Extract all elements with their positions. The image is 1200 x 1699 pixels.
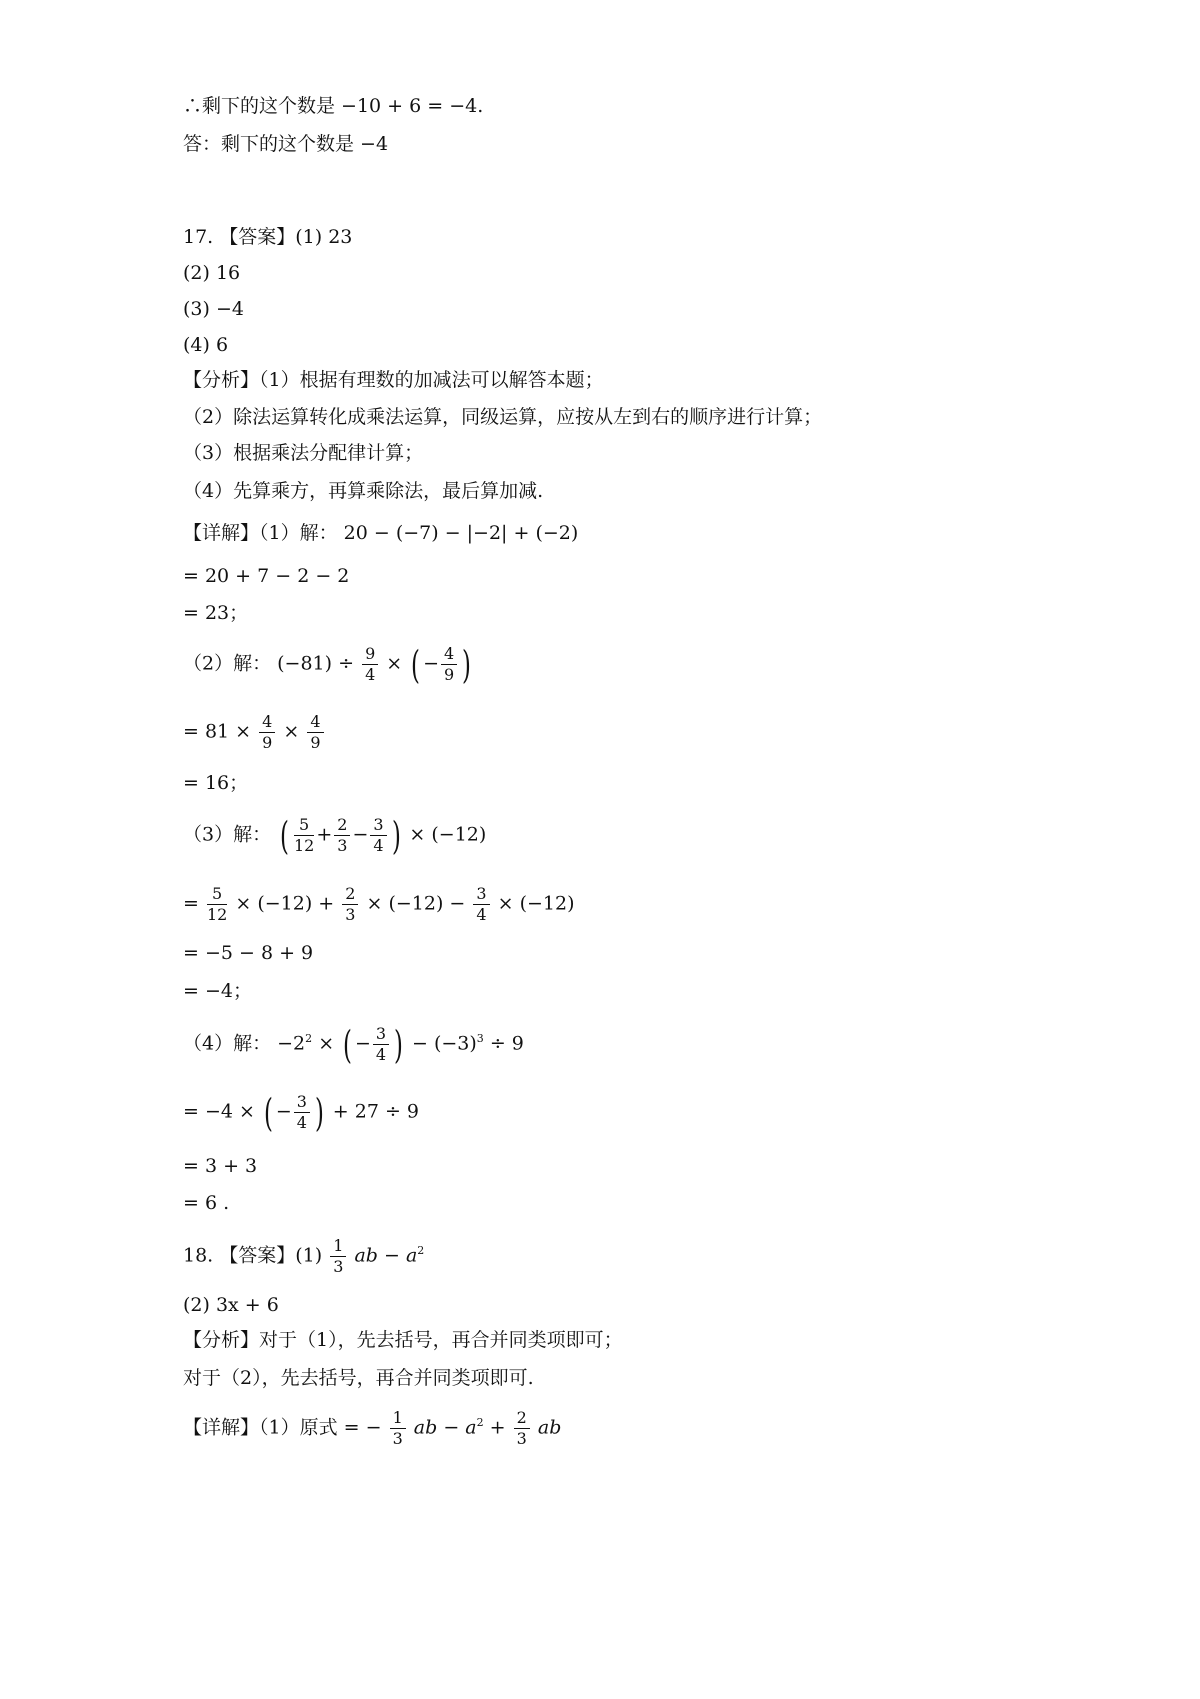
math-expression: 20 − (−7) − |−2| + (−2)	[343, 522, 579, 544]
math-text: − (−3)	[411, 1032, 477, 1055]
math-text: +	[489, 1416, 506, 1439]
fraction: $\frac{2}{3}$	[342, 884, 358, 925]
q18-answer-2: (2) 3x + 6	[183, 1294, 279, 1316]
fraction: $\frac{4}{9}$	[259, 712, 275, 753]
detail-label: （2）解：	[183, 652, 272, 675]
q17-step: = −5 − 8 + 9	[183, 942, 314, 964]
paren: )	[314, 1090, 324, 1135]
paren: )	[394, 1022, 403, 1067]
math-text: × (−12) +	[235, 892, 335, 915]
q17-detail-3: （3）解： ( $\frac{5}{12}$ + $\frac{2}{3}$ − $\frac{3}{4}$ ) × (−12)	[183, 813, 487, 858]
q17-step: = 20 + 7 − 2 − 2	[183, 565, 350, 587]
fraction: $\frac{5}{12}$	[206, 884, 228, 924]
q17-detail-2: （2）解： (−81) ÷ $\frac{9}{4}$ × ( − $\frac{4}{9}$ )	[183, 642, 472, 687]
q17-answer-2: (2) 16	[183, 262, 241, 284]
q17-detail-1	[183, 520, 578, 546]
fraction: $\frac{3}{4}$	[294, 1092, 310, 1133]
conclusion-line: ∴剩下的这个数是 −10 + 6 = −4.	[183, 95, 484, 117]
q17-step: = $\frac{5}{12}$ × (−12) + $\frac{2}{3}$ × (−12) − $\frac{3}{4}$ × (−12)	[183, 884, 575, 924]
math-text: ab	[537, 1416, 562, 1439]
answer-label: 18. 【答案】(1)	[183, 1244, 323, 1267]
detail-label: （3）解：	[183, 823, 272, 846]
math-text: = 81 ×	[183, 720, 252, 743]
q18-detail-1	[183, 1408, 561, 1449]
fraction: $\frac{1}{3}$	[330, 1236, 346, 1277]
math-text: + 27 ÷ 9	[332, 1100, 420, 1123]
q17-answer-3: (3) −4	[183, 298, 244, 320]
fraction: $\frac{3}{4}$	[370, 815, 386, 856]
fraction: $\frac{3}{4}$	[373, 1024, 389, 1065]
math-text: ×	[318, 1032, 335, 1055]
paren: (	[343, 1022, 353, 1067]
q17-step: = −4 × ( − $\frac{3}{4}$ ) + 27 ÷ 9	[183, 1090, 420, 1135]
paren: (	[411, 642, 421, 687]
q18-answer-heading	[183, 1236, 424, 1277]
q18-analysis-2: 对于（2），先去括号，再合并同类项即可.	[183, 1367, 534, 1389]
fraction: $\frac{2}{3}$	[334, 815, 350, 856]
fraction: $\frac{5}{12}$	[293, 815, 315, 855]
q17-analysis-4: （4）先算乘方，再算乘除法，最后算加减.	[183, 480, 544, 502]
exponent: 2	[476, 1416, 484, 1430]
q17-step	[183, 712, 326, 753]
fraction: $\frac{9}{4}$	[362, 644, 378, 685]
detail-label: 【详解】（1）原式 = −	[183, 1416, 382, 1439]
detail-label: （4）解：	[183, 1032, 272, 1055]
math-text: ×	[386, 652, 403, 675]
fraction: $\frac{1}{3}$	[390, 1408, 406, 1449]
q17-analysis-2: （2）除法运算转化成乘法运算，同级运算，应按从左到右的顺序进行计算；	[183, 406, 823, 428]
q17-detail-4: （4）解： $-2^2$ × ( − $\frac{3}{4}$ ) − $(-3)^3 \div 9$	[183, 1022, 524, 1067]
exponent: 3	[476, 1032, 484, 1046]
fraction: $\frac{4}{9}$	[441, 644, 457, 685]
math-text: −2	[277, 1032, 306, 1055]
math-text: × (−12)	[497, 892, 575, 915]
q17-step: = 16；	[183, 772, 249, 794]
q18-analysis-1: 【分析】对于（1），先去括号，再合并同类项即可；	[183, 1329, 623, 1351]
answer-line: 答：剩下的这个数是 −4	[183, 133, 389, 155]
math-text: ×	[283, 720, 300, 743]
math-text: × (−12) −	[366, 892, 466, 915]
exponent: 2	[417, 1244, 425, 1258]
detail-label: 【详解】（1）解：	[183, 522, 338, 544]
q17-answer-4: (4) 6	[183, 334, 229, 356]
q17-step: = 3 + 3	[183, 1155, 258, 1177]
fraction: $\frac{3}{4}$	[473, 884, 489, 925]
paren: (	[280, 813, 290, 858]
exponent: 2	[305, 1032, 313, 1046]
fraction: $\frac{2}{3}$	[514, 1408, 530, 1449]
q17-analysis-3: （3）根据乘法分配律计算；	[183, 442, 424, 464]
math-text: = −4 ×	[183, 1100, 255, 1123]
q17-analysis-1: 【分析】（1）根据有理数的加减法可以解答本题；	[183, 369, 604, 391]
q17-step: = 23；	[183, 602, 249, 624]
fraction: $\frac{4}{9}$	[307, 712, 323, 753]
math-text: ÷ 9	[489, 1032, 524, 1055]
math-text: (−81) ÷	[277, 652, 361, 675]
q17-step: = 6 .	[183, 1192, 230, 1214]
math-text: ab − a	[354, 1244, 418, 1267]
paren: )	[462, 642, 472, 687]
paren: (	[263, 1090, 273, 1135]
paren: )	[391, 813, 401, 858]
math-text: × (−12)	[409, 823, 487, 846]
q17-step: = −4；	[183, 980, 252, 1002]
q17-answer-heading: 17. 【答案】(1) 23	[183, 226, 353, 248]
math-text: ab − a	[413, 1416, 477, 1439]
